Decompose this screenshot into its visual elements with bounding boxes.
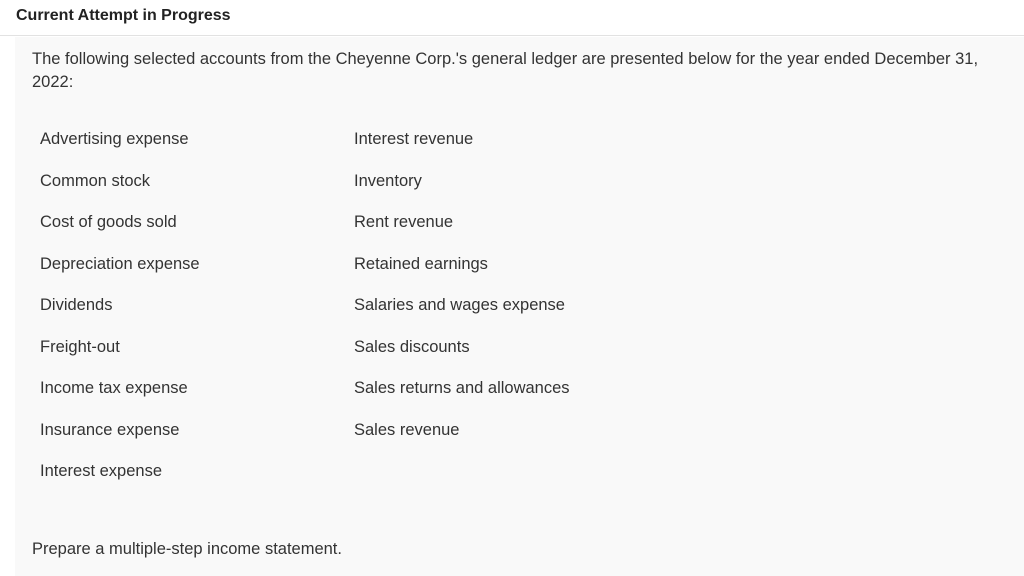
status-title: Current Attempt in Progress: [16, 7, 231, 24]
account-label: Retained earnings: [354, 255, 488, 273]
account-label: Income tax expense: [40, 379, 188, 397]
account-label: Sales discounts: [354, 338, 470, 356]
question-intro: The following selected accounts from the Cheyenne Corp.'s general ledger are presented below for the year ended December 31, 2022:: [32, 50, 979, 91]
account-label: Depreciation expense: [40, 255, 200, 273]
account-label: Salaries and wages expense: [354, 296, 565, 314]
account-label: Interest expense: [40, 462, 162, 480]
account-label: Freight-out: [40, 338, 120, 356]
account-label: Advertising expense: [40, 130, 189, 148]
question-panel: [15, 37, 1024, 576]
account-label: Rent revenue: [354, 213, 454, 231]
account-label: Common stock: [40, 172, 151, 190]
status-bar: [0, 0, 1024, 36]
account-label: Interest revenue: [354, 130, 474, 148]
account-label: Dividends: [40, 296, 113, 314]
account-label: Cost of goods sold: [40, 213, 177, 231]
account-label: Insurance expense: [40, 421, 180, 439]
account-label: Sales revenue: [354, 421, 460, 439]
account-label: Inventory: [354, 172, 422, 190]
instruction-text: Prepare a multiple-step income statement.: [32, 540, 342, 558]
account-label: Sales returns and allowances: [354, 379, 570, 397]
